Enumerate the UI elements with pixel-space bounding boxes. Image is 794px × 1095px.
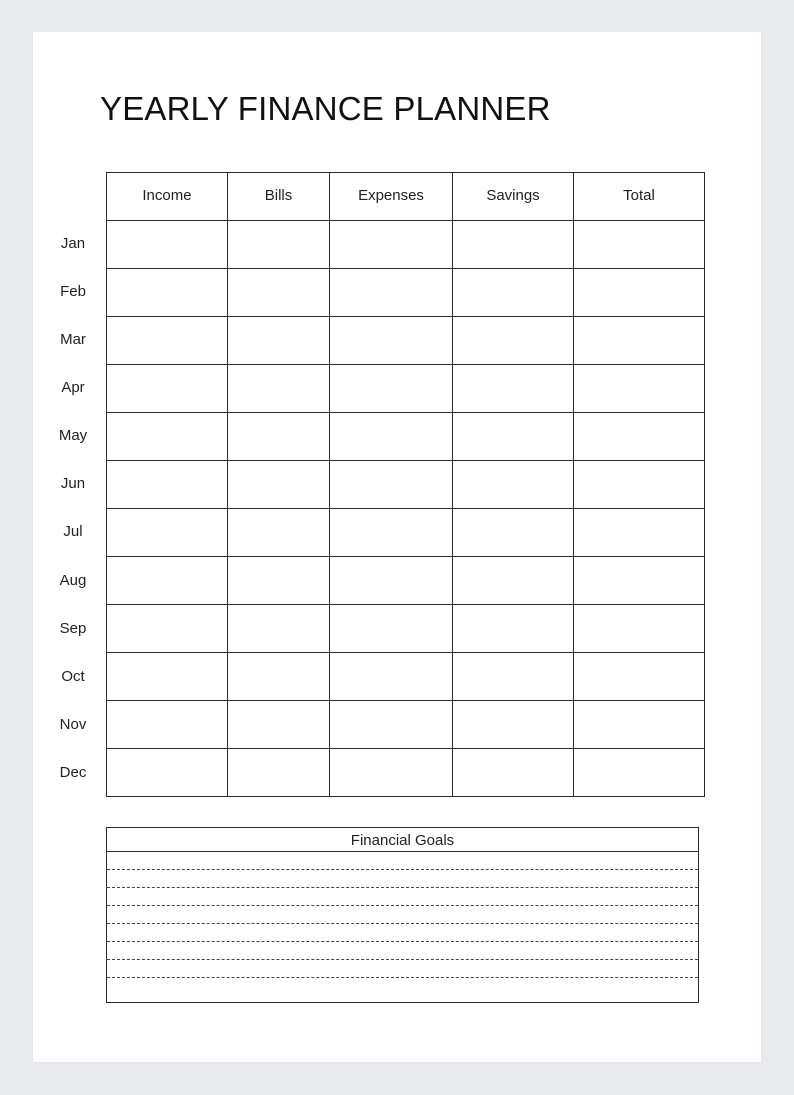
cell-mar-total[interactable] xyxy=(574,317,705,365)
cell-feb-income[interactable] xyxy=(107,269,228,317)
cell-jun-expenses[interactable] xyxy=(330,461,453,509)
month-label-aug: Aug xyxy=(59,571,87,589)
month-label-nov: Nov xyxy=(59,715,87,733)
cell-nov-total[interactable] xyxy=(574,701,705,749)
goal-line[interactable] xyxy=(107,978,698,996)
column-header-income: Income xyxy=(107,173,228,221)
cell-oct-savings[interactable] xyxy=(453,653,574,701)
column-header-expenses: Expenses xyxy=(330,173,453,221)
cell-feb-bills[interactable] xyxy=(228,269,330,317)
cell-apr-bills[interactable] xyxy=(228,365,330,413)
goal-line[interactable] xyxy=(107,852,698,870)
table-row xyxy=(107,605,705,653)
table-row xyxy=(107,221,705,269)
goal-line[interactable] xyxy=(107,942,698,960)
month-label-apr: Apr xyxy=(61,379,85,397)
cell-oct-bills[interactable] xyxy=(228,653,330,701)
header-row xyxy=(107,173,705,221)
cell-feb-total[interactable] xyxy=(574,269,705,317)
cell-nov-income[interactable] xyxy=(107,701,228,749)
cell-dec-expenses[interactable] xyxy=(330,749,453,797)
table-row xyxy=(107,461,705,509)
financial-goals-box xyxy=(106,827,699,1003)
month-label-may: May xyxy=(58,427,88,445)
goal-lines xyxy=(107,852,698,996)
cell-may-total[interactable] xyxy=(574,413,705,461)
goal-line[interactable] xyxy=(107,870,698,888)
cell-aug-total[interactable] xyxy=(574,557,705,605)
goal-line[interactable] xyxy=(107,924,698,942)
month-label-jan: Jan xyxy=(60,235,86,252)
cell-mar-income[interactable] xyxy=(107,317,228,365)
cell-dec-total[interactable] xyxy=(574,749,705,797)
cell-dec-income[interactable] xyxy=(107,749,228,797)
table-row xyxy=(107,701,705,749)
cell-jul-expenses[interactable] xyxy=(330,509,453,557)
table-row xyxy=(107,317,705,365)
table-row xyxy=(107,365,705,413)
table-row xyxy=(107,749,705,797)
column-header-bills: Bills xyxy=(228,173,330,221)
cell-sep-income[interactable] xyxy=(107,605,228,653)
cell-aug-expenses[interactable] xyxy=(330,557,453,605)
cell-apr-savings[interactable] xyxy=(453,365,574,413)
cell-oct-income[interactable] xyxy=(107,653,228,701)
month-label-mar: Mar xyxy=(60,331,86,349)
cell-feb-savings[interactable] xyxy=(453,269,574,317)
cell-jul-total[interactable] xyxy=(574,509,705,557)
month-label-jun: Jun xyxy=(60,475,86,493)
cell-sep-savings[interactable] xyxy=(453,605,574,653)
financial-goals-title: Financial Goals xyxy=(107,828,698,852)
cell-mar-bills[interactable] xyxy=(228,317,330,365)
cell-oct-expenses[interactable] xyxy=(330,653,453,701)
cell-oct-total[interactable] xyxy=(574,653,705,701)
month-label-feb: Feb xyxy=(60,283,86,301)
cell-sep-expenses[interactable] xyxy=(330,605,453,653)
table-row xyxy=(107,509,705,557)
cell-dec-bills[interactable] xyxy=(228,749,330,797)
cell-nov-expenses[interactable] xyxy=(330,701,453,749)
cell-jan-bills[interactable] xyxy=(228,221,330,269)
cell-jan-expenses[interactable] xyxy=(330,221,453,269)
cell-may-savings[interactable] xyxy=(453,413,574,461)
table-row xyxy=(107,269,705,317)
cell-apr-total[interactable] xyxy=(574,365,705,413)
cell-apr-expenses[interactable] xyxy=(330,365,453,413)
table-body xyxy=(107,221,705,797)
cell-jun-savings[interactable] xyxy=(453,461,574,509)
cell-may-expenses[interactable] xyxy=(330,413,453,461)
cell-may-bills[interactable] xyxy=(228,413,330,461)
cell-jan-savings[interactable] xyxy=(453,221,574,269)
cell-dec-savings[interactable] xyxy=(453,749,574,797)
month-label-oct: Oct xyxy=(61,667,85,685)
table-row xyxy=(107,653,705,701)
cell-aug-income[interactable] xyxy=(107,557,228,605)
cell-jun-income[interactable] xyxy=(107,461,228,509)
cell-jul-income[interactable] xyxy=(107,509,228,557)
goal-line[interactable] xyxy=(107,888,698,906)
cell-feb-expenses[interactable] xyxy=(330,269,453,317)
month-labels xyxy=(40,220,106,797)
cell-jul-savings[interactable] xyxy=(453,509,574,557)
goal-line[interactable] xyxy=(107,960,698,978)
goal-line[interactable] xyxy=(107,906,698,924)
cell-jan-income[interactable] xyxy=(107,221,228,269)
cell-jun-bills[interactable] xyxy=(228,461,330,509)
finance-table xyxy=(106,172,705,797)
month-label-jul: Jul xyxy=(63,523,83,541)
cell-mar-savings[interactable] xyxy=(453,317,574,365)
table-row xyxy=(107,557,705,605)
column-header-savings: Savings xyxy=(453,173,574,221)
cell-jul-bills[interactable] xyxy=(228,509,330,557)
column-header-total: Total xyxy=(574,173,705,221)
cell-aug-savings[interactable] xyxy=(453,557,574,605)
cell-mar-expenses[interactable] xyxy=(330,317,453,365)
table-row xyxy=(107,413,705,461)
page-title: YEARLY FINANCE PLANNER xyxy=(100,90,551,127)
cell-may-income[interactable] xyxy=(107,413,228,461)
cell-sep-bills[interactable] xyxy=(228,605,330,653)
cell-nov-bills[interactable] xyxy=(228,701,330,749)
cell-apr-income[interactable] xyxy=(107,365,228,413)
cell-aug-bills[interactable] xyxy=(228,557,330,605)
month-label-sep: Sep xyxy=(59,619,87,637)
cell-nov-savings[interactable] xyxy=(453,701,574,749)
cell-sep-total[interactable] xyxy=(574,605,705,653)
cell-jan-total[interactable] xyxy=(574,221,705,269)
month-label-dec: Dec xyxy=(59,763,87,781)
cell-jun-total[interactable] xyxy=(574,461,705,509)
